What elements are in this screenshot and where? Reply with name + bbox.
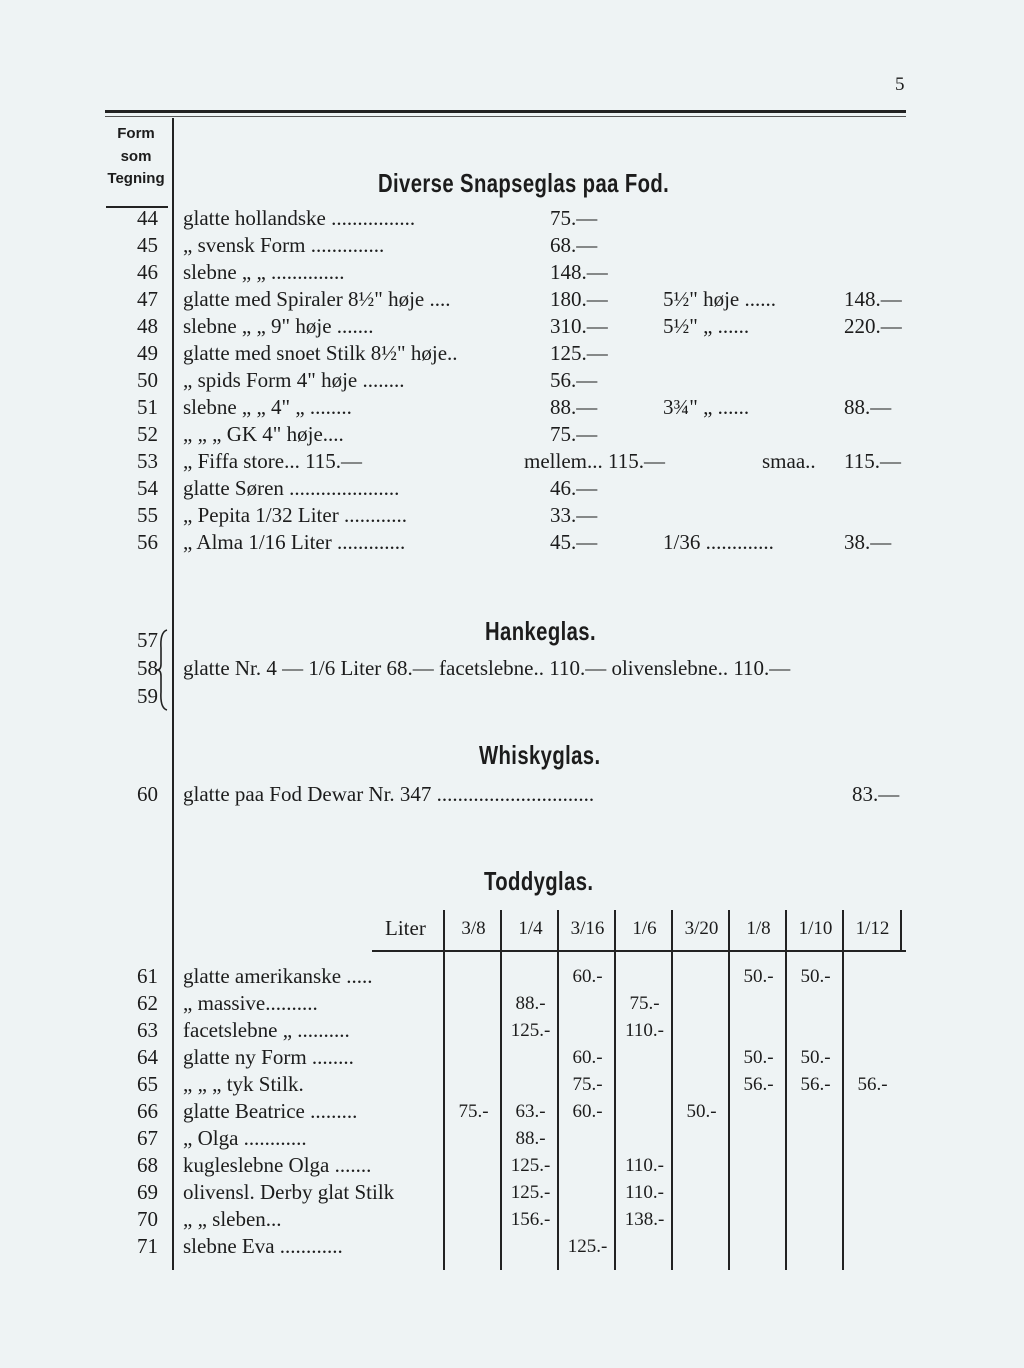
top-rule [105, 110, 906, 113]
item-variant-price: 38.— [844, 530, 892, 554]
item-price: 180.— [550, 287, 608, 311]
toddy-item-name: olivensl. Derby glat Stilk [183, 1180, 395, 1204]
item-price: 310.— [550, 314, 608, 338]
header-form: Form [117, 125, 155, 142]
row-number: 52 [137, 422, 158, 446]
column-header: 3/20 [684, 918, 719, 939]
row-number: 67 [137, 1126, 158, 1150]
item-price: mellem... 115.— [524, 449, 665, 473]
toddy-item-name: „ „ sleben... [183, 1207, 282, 1231]
row-number: 69 [137, 1180, 158, 1204]
table-cell: 125.- [510, 1155, 551, 1176]
table-cell: 75.- [458, 1101, 489, 1122]
item-description: „ spids Form 4" høje ........ [183, 368, 405, 392]
item-description: glatte med Spiraler 8½" høje .... [183, 287, 451, 311]
column-header: 1/10 [798, 918, 833, 939]
item-price: 33.— [550, 503, 598, 527]
column-header: 1/12 [855, 918, 890, 939]
table-cell: 56.- [857, 1074, 888, 1095]
column-header: 1/4 [518, 918, 543, 939]
table-cell: 60.- [572, 966, 603, 987]
brace-icon [156, 628, 170, 712]
row-number: 44 [137, 206, 158, 230]
item-description: slebne „ „ .............. [183, 260, 345, 284]
table-cell: 50.- [800, 1047, 831, 1068]
item-price: 75.— [550, 206, 598, 230]
item-description: „ svensk Form .............. [183, 233, 385, 257]
row-number: 60 [137, 782, 158, 806]
item-description: „ Pepita 1/32 Liter ............ [183, 503, 407, 527]
column-header: 3/8 [461, 918, 486, 939]
section-title-whiskyglas: Whiskyglas. [479, 740, 601, 770]
toddy-item-name: glatte Beatrice ......... [183, 1099, 358, 1123]
whisky-text: glatte paa Fod Dewar Nr. 347 .............................. [183, 782, 595, 806]
row-number: 56 [137, 530, 158, 554]
toddy-item-name: „ „ „ tyk Stilk. [183, 1072, 304, 1096]
item-description: „ Alma 1/16 Liter ............. [183, 530, 406, 554]
item-price: 148.— [550, 260, 608, 284]
row-number: 64 [137, 1045, 158, 1069]
table-cell: 60.- [572, 1101, 603, 1122]
item-price: 75.— [550, 422, 598, 446]
top-rule-thin [105, 116, 906, 117]
toddy-item-name: glatte ny Form ........ [183, 1045, 354, 1069]
row-number: 66 [137, 1099, 158, 1123]
column-header: 3/16 [570, 918, 605, 939]
section-title-toddyglas: Toddyglas. [484, 866, 594, 896]
table-cell: 156.- [510, 1209, 551, 1230]
row-number: 46 [137, 260, 158, 284]
table-cell: 50.- [743, 1047, 774, 1068]
table-cell: 88.- [515, 993, 546, 1014]
row-number: 48 [137, 314, 158, 338]
table-cell: 110.- [625, 1155, 664, 1176]
item-price: 45.— [550, 530, 598, 554]
whisky-price: 83.— [852, 782, 900, 806]
item-description: slebne „ „ 4" „ ........ [183, 395, 352, 419]
liter-label: Liter [385, 916, 426, 940]
item-variant: 5½" „ ...... [663, 314, 750, 338]
item-description: glatte Søren ..................... [183, 476, 400, 500]
table-cell: 50.- [743, 966, 774, 987]
hankeglas-line: glatte Nr. 4 — 1/6 Liter 68.— facetslebne.. 110.— olivenslebne.. 110.— [183, 656, 791, 680]
table-cell: 125.- [510, 1020, 551, 1041]
toddy-item-name: slebne Eva ............ [183, 1234, 343, 1258]
toddy-item-name: glatte amerikanske ..... [183, 964, 373, 988]
item-description: „ „ „ GK 4" høje.... [183, 422, 344, 446]
table-cell: 125.- [567, 1236, 608, 1257]
table-cell: 110.- [625, 1182, 664, 1203]
item-variant: 5½" høje ...... [663, 287, 776, 311]
table-cell: 56.- [800, 1074, 831, 1095]
item-variant-price: 115.— [844, 449, 901, 473]
table-cell: 75.- [572, 1074, 603, 1095]
table-cell: 88.- [515, 1128, 546, 1149]
item-price: 46.— [550, 476, 598, 500]
item-variant-price: 148.— [844, 287, 902, 311]
item-variant-price: 88.— [844, 395, 892, 419]
table-header-rule [372, 950, 906, 952]
header-som: som [120, 148, 152, 165]
row-number: 54 [137, 476, 158, 500]
row-number: 58 [137, 656, 158, 680]
item-variant-price: 220.— [844, 314, 902, 338]
section-title-snapseglas: Diverse Snapseglas paa Fod. [378, 168, 670, 198]
table-cell: 125.- [510, 1182, 551, 1203]
table-grid-line [443, 910, 445, 1270]
header-tegning: Tegning [107, 170, 165, 187]
page-number: 5 [895, 74, 905, 95]
row-number: 71 [137, 1234, 158, 1258]
section-title-hankeglas: Hankeglas. [485, 616, 596, 646]
item-description: glatte hollandske ................ [183, 206, 416, 230]
item-description: „ Fiffa store... 115.— [183, 449, 363, 473]
table-cell: 138.- [624, 1209, 665, 1230]
row-number: 63 [137, 1018, 158, 1042]
table-cell: 63.- [515, 1101, 546, 1122]
table-cell: 60.- [572, 1047, 603, 1068]
row-number: 53 [137, 449, 158, 473]
table-cell: 50.- [800, 966, 831, 987]
table-cell: 75.- [629, 993, 660, 1014]
row-number: 65 [137, 1072, 158, 1096]
toddy-item-name: „ massive.......... [183, 991, 318, 1015]
item-price: 88.— [550, 395, 598, 419]
row-number: 57 [137, 628, 158, 652]
row-number: 61 [137, 964, 158, 988]
item-description: glatte med snoet Stilk 8½" høje.. [183, 341, 458, 365]
row-number: 70 [137, 1207, 158, 1231]
row-number: 47 [137, 287, 158, 311]
item-price: 56.— [550, 368, 598, 392]
table-cell: 110.- [625, 1020, 664, 1041]
row-number: 62 [137, 991, 158, 1015]
table-cell: 50.- [686, 1101, 717, 1122]
column-header: 1/8 [746, 918, 771, 939]
row-number: 50 [137, 368, 158, 392]
row-number: 68 [137, 1153, 158, 1177]
column-divider [172, 118, 174, 1270]
item-variant: 3¾" „ ...... [663, 395, 750, 419]
row-number: 49 [137, 341, 158, 365]
table-cell: 56.- [743, 1074, 774, 1095]
item-variant: smaa.. [762, 449, 816, 473]
row-number: 59 [137, 684, 158, 708]
column-header: 1/6 [632, 918, 657, 939]
item-description: slebne „ „ 9" høje ....... [183, 314, 374, 338]
item-price: 68.— [550, 233, 598, 257]
row-number: 51 [137, 395, 158, 419]
row-number: 55 [137, 503, 158, 527]
item-price: 125.— [550, 341, 608, 365]
toddy-item-name: facetslebne „ .......... [183, 1018, 350, 1042]
item-variant: 1/36 ............. [663, 530, 774, 554]
toddy-item-name: „ Olga ............ [183, 1126, 307, 1150]
row-number: 45 [137, 233, 158, 257]
toddy-item-name: kugleslebne Olga ....... [183, 1153, 372, 1177]
